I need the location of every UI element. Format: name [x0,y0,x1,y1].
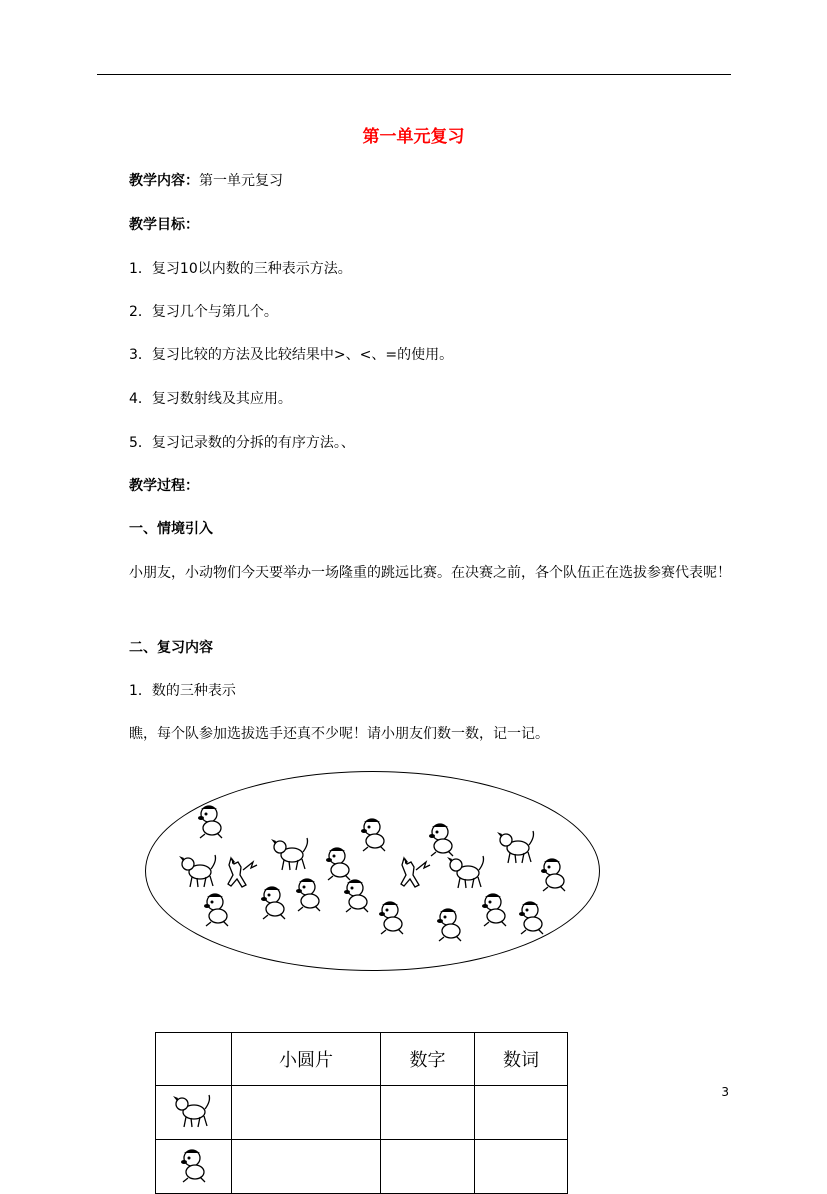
puppy-icon [437,909,461,941]
table-header-cell [156,1033,232,1086]
puppy-icon [261,887,285,919]
puppy-icon [164,1140,224,1188]
puppy-icon [429,824,453,856]
section-heading: 二、复习内容 [129,640,213,656]
puppy-icon [198,806,222,838]
dog-icon [497,831,534,863]
goal-item: 4．复习数射线及其应用。 [129,391,292,407]
row-animal-cell [156,1140,232,1194]
puppy-icon [204,894,228,926]
table-cell[interactable] [232,1086,381,1140]
cat-icon [401,858,430,887]
puppy-icon [296,879,320,911]
puppy-icon [361,819,385,851]
puppy-icon [519,902,543,934]
instruction-text: 瞧，每个队参加选拔选手还真不少呢！请小朋友们数一数，记一记。 [129,726,549,742]
dog-icon [271,838,308,870]
dog-icon [164,1086,224,1134]
dog-icon [447,856,484,888]
goal-item: 2．复习几个与第几个。 [129,304,278,320]
table-row [156,1086,568,1140]
puppy-icon [344,880,368,912]
content-value: 第一单元复习 [199,173,283,189]
table-header-cell: 小圆片 [232,1033,381,1086]
section-heading: 一、情境引入 [129,521,213,537]
dog-icon [179,855,216,887]
table-header-row [156,1033,568,1086]
puppy-icon [541,859,565,891]
goals-label: 教学目标： [129,217,199,233]
page-number: 3 [721,1085,729,1099]
table-cell[interactable] [475,1140,568,1194]
table-cell[interactable] [232,1140,381,1194]
page-title: 第一单元复习 [362,127,465,147]
cat-icon [228,858,257,887]
puppy-icon [326,848,350,880]
process-label: 教学过程： [129,478,199,494]
goal-item: 5．复习记录数的分拆的有序方法。、 [129,435,355,451]
goal-item: 3．复习比较的方法及比较结果中>、<、=的使用。 [129,347,454,363]
intro-paragraph: 小朋友，小动物们今天要举办一场隆重的跳远比赛。在决赛之前，各个队伍正在选拔参赛代表呢！ [129,565,731,581]
puppy-icon [482,894,506,926]
table-cell[interactable] [475,1086,568,1140]
goal-item: 1．复习10以内数的三种表示方法。 [129,261,352,277]
table-header-cell: 数词 [475,1033,568,1086]
table-header-cell: 数字 [381,1033,475,1086]
table-cell[interactable] [381,1140,475,1194]
content-label: 教学内容： [129,173,199,189]
subsection-heading: 1．数的三种表示 [129,683,236,699]
table-cell[interactable] [381,1086,475,1140]
table-row [156,1140,568,1194]
puppy-icon [379,902,403,934]
row-animal-cell [156,1086,232,1140]
